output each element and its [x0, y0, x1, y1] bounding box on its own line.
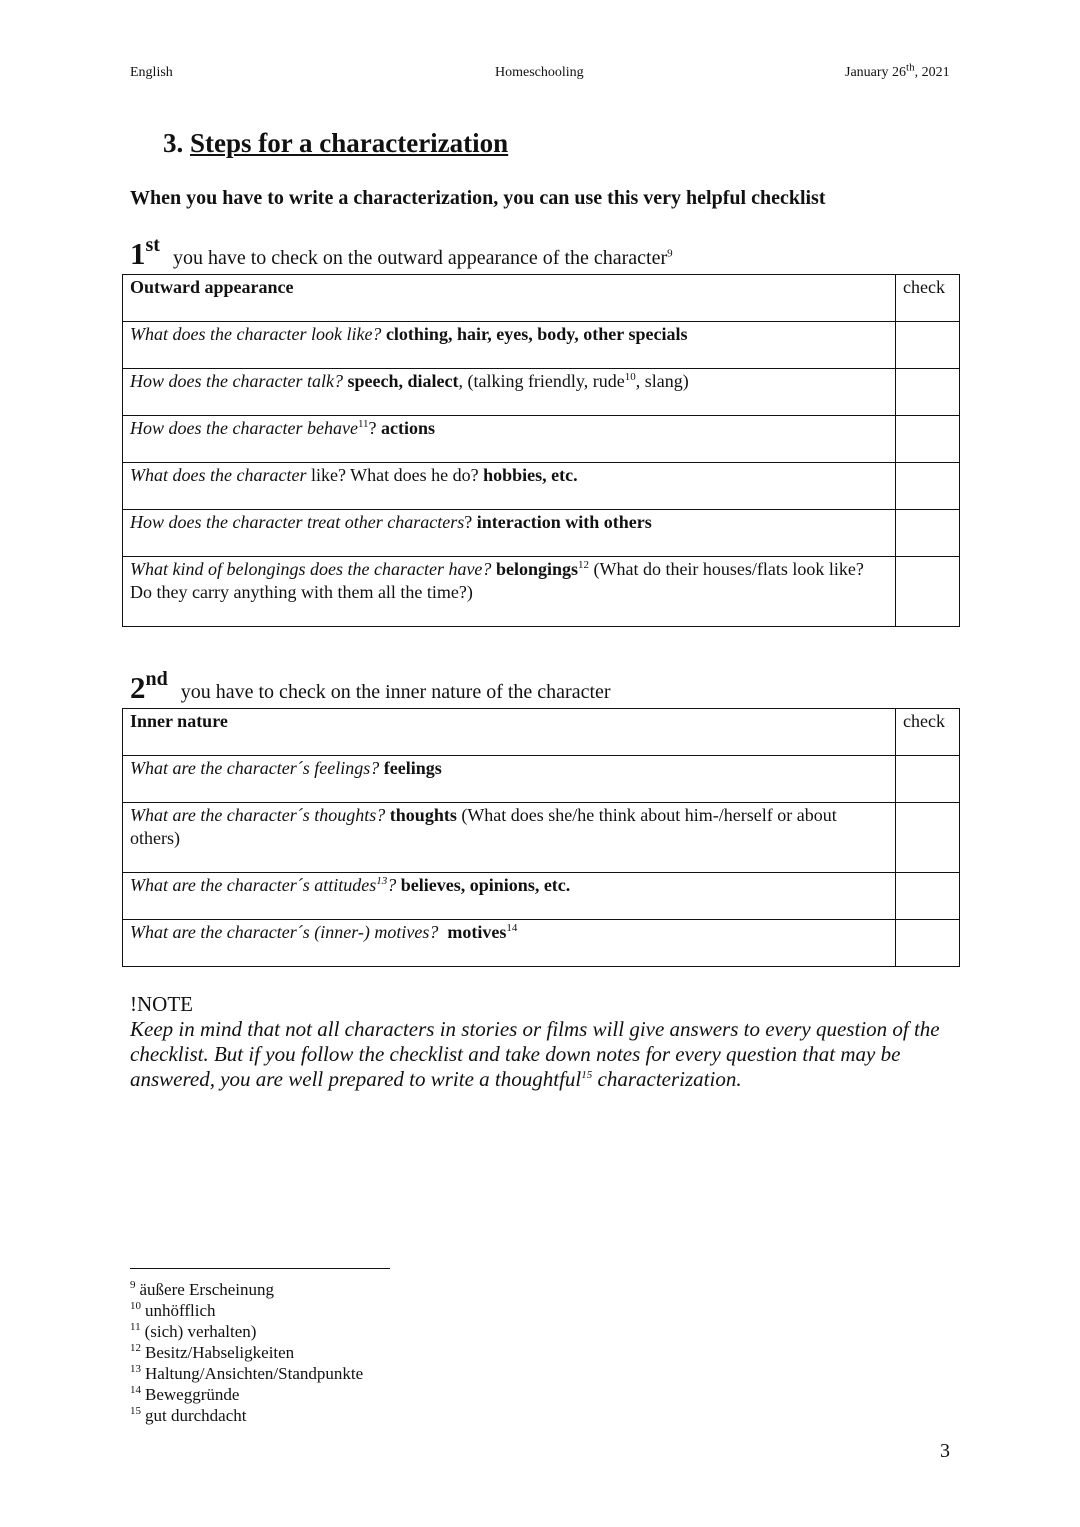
- row-question: What does the character like? What does he do? hobbies, etc.: [123, 463, 896, 510]
- check-cell[interactable]: [896, 510, 960, 557]
- table-row: [123, 803, 960, 873]
- table-header: Outward appearance: [123, 275, 896, 322]
- table-header-row: [123, 275, 960, 322]
- footnote-item: $^9$ äußere Erscheinung: [130, 1279, 275, 1299]
- table-header-row: [123, 709, 960, 756]
- check-cell[interactable]: [896, 557, 960, 627]
- check-cell[interactable]: [896, 416, 960, 463]
- inner-nature-table: [122, 708, 960, 967]
- check-cell[interactable]: [896, 873, 960, 920]
- footnote-item: $^{10}$ unhöfflich: [130, 1300, 216, 1320]
- section-title-text: Steps for a characterization: [190, 128, 509, 158]
- table-row: [123, 756, 960, 803]
- table-row: [123, 369, 960, 416]
- footnote-item: $^{12}$ Besitz/Habseligkeiten: [130, 1342, 295, 1362]
- row-question: What are the character´s thoughts? thoughts (What does she/he think about him-/herself or about others): [123, 803, 896, 873]
- note-body: Keep in mind that not all characters in stories or films will give answers to every question of the checklist. But if you follow the checklist and take down notes for every question that may be answered, you are well prepared to write a thoughtful$^{15}$ characterization.: [130, 1017, 940, 1091]
- check-cell[interactable]: [896, 369, 960, 416]
- step2-heading: 2nd you have to check on the inner nature of the character: [130, 668, 611, 705]
- table-header: Inner nature: [123, 709, 896, 756]
- footnote-item: $^{11}$ (sich) verhalten): [130, 1321, 257, 1341]
- table-row: [123, 920, 960, 967]
- row-question: How does the character talk? speech, dialect, (talking friendly, rude$^{10}$, slang): [123, 369, 896, 416]
- row-question: What are the character´s (inner-) motives? motives$^{14}$: [123, 920, 896, 967]
- step1-heading: 1st you have to check on the outward appearance of the character$^9$: [130, 234, 673, 271]
- table-row: [123, 463, 960, 510]
- check-cell[interactable]: [896, 920, 960, 967]
- section-title: [163, 128, 508, 159]
- check-header: check: [896, 709, 960, 756]
- header-subject: English: [130, 65, 173, 80]
- row-question: What are the character´s attitudes$^{13}$? believes, opinions, etc.: [123, 873, 896, 920]
- row-question: How does the character treat other characters? interaction with others: [123, 510, 896, 557]
- header-date: January 26th, 2021: [845, 61, 950, 80]
- intro-text: When you have to write a characterization, you can use this very helpful checklist: [130, 187, 826, 209]
- check-cell[interactable]: [896, 463, 960, 510]
- footnote-item: $^{13}$ Haltung/Ansichten/Standpunkte: [130, 1363, 364, 1383]
- row-question: How does the character behave$^{11}$? actions: [123, 416, 896, 463]
- header-topic: Homeschooling: [495, 65, 584, 80]
- row-question: What does the character look like? clothing, hair, eyes, body, other specials: [123, 322, 896, 369]
- footnote-item: $^{14}$ Beweggründe: [130, 1384, 240, 1404]
- check-header: check: [896, 275, 960, 322]
- check-cell[interactable]: [896, 322, 960, 369]
- footnote-separator: [130, 1268, 390, 1269]
- row-question: What kind of belongings does the character have? belongings$^{12}$ (What do their houses/flats look like? Do they carry anything with them all the time?): [123, 557, 896, 627]
- page-number: 3: [940, 1440, 950, 1462]
- table-row: [123, 322, 960, 369]
- note-label: !NOTE: [130, 992, 193, 1016]
- check-cell[interactable]: [896, 756, 960, 803]
- row-question: What are the character´s feelings? feelings: [123, 756, 896, 803]
- table-row: [123, 557, 960, 627]
- outward-appearance-table: [122, 274, 960, 627]
- note-block: [130, 992, 950, 1092]
- check-cell[interactable]: [896, 803, 960, 873]
- footnotes: [130, 1279, 363, 1426]
- table-row: [123, 873, 960, 920]
- section-number: 3.: [163, 128, 184, 158]
- table-row: [123, 510, 960, 557]
- footnote-item: $^{15}$ gut durchdacht: [130, 1405, 247, 1425]
- table-row: [123, 416, 960, 463]
